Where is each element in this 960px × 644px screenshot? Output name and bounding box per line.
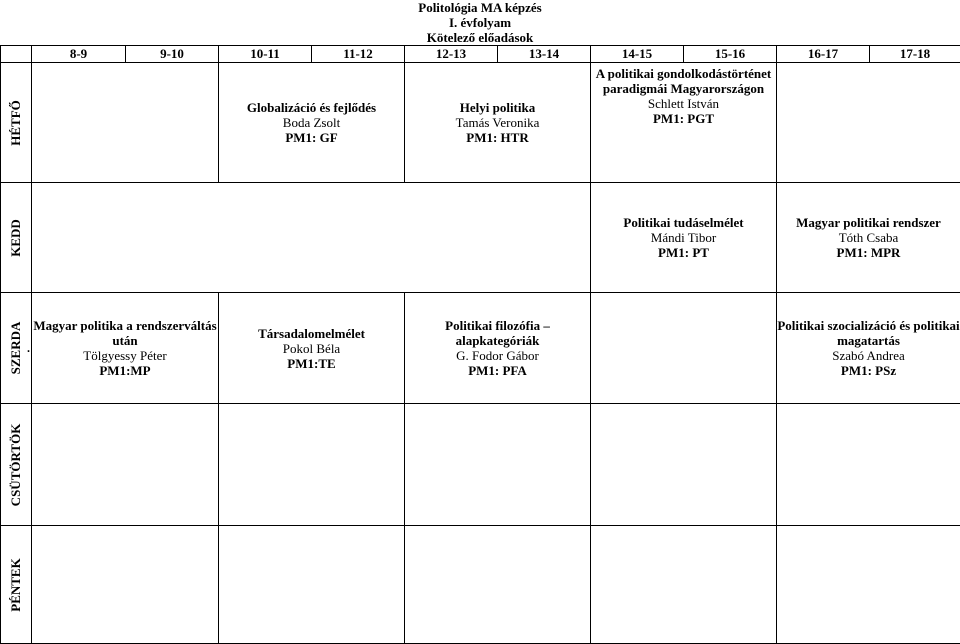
corner-cell xyxy=(1,46,32,63)
hour-header: 9-10 xyxy=(126,46,219,63)
hour-header: 8-9 xyxy=(32,46,126,63)
day-label-monday: HÉTFŐ xyxy=(1,63,32,183)
day-label-thursday: CSÜTÖRTÖK xyxy=(1,404,32,526)
hour-header: 11-12 xyxy=(312,46,405,63)
course-gf: Globalizáció és fejlődés Boda Zsolt PM1: GF xyxy=(219,63,405,183)
course-psz: Politikai szocializáció és politikai magatartás Szabó Andrea PM1: PSz xyxy=(777,293,960,404)
day-row-wednesday xyxy=(1,293,960,404)
hour-header: 15-16 xyxy=(684,46,777,63)
empty-slot xyxy=(219,404,405,526)
empty-slot xyxy=(405,526,591,644)
empty-slot xyxy=(32,63,219,183)
course-pt: Politikai tudáselmélet Mándi Tibor PM1: PT xyxy=(591,183,777,293)
page-title: Politológia MA képzés xyxy=(0,0,960,15)
empty-slot xyxy=(219,526,405,644)
empty-slot xyxy=(591,526,777,644)
day-row-friday xyxy=(1,526,960,644)
hour-header: 16-17 xyxy=(777,46,870,63)
hour-header: 12-13 xyxy=(405,46,498,63)
course-pfa: Politikai filozófia – alapkategóriák G. Fodor Gábor PM1: PFA xyxy=(405,293,591,404)
hour-header: 17-18 xyxy=(870,46,960,63)
course-mpr: Magyar politikai rendszer Tóth Csaba PM1: MPR xyxy=(777,183,960,293)
empty-slot xyxy=(405,404,591,526)
course-htr: Helyi politika Tamás Veronika PM1: HTR xyxy=(405,63,591,183)
hours-row xyxy=(1,46,960,63)
empty-slot xyxy=(32,404,219,526)
day-row-monday xyxy=(1,63,960,183)
day-row-thursday xyxy=(1,404,960,526)
day-label-wednesday: SZERDA . xyxy=(1,293,32,404)
course-pgt: A politikai gondolkodástörténet paradigmái Magyarországon Schlett István PM1: PGT xyxy=(591,63,777,183)
day-label-tuesday: KEDD xyxy=(1,183,32,293)
course-mp: Magyar politika a rendszerváltás után Tölgyessy Péter PM1:MP xyxy=(32,293,219,404)
empty-slot xyxy=(591,404,777,526)
day-label-friday: PÉNTEK xyxy=(1,526,32,644)
empty-slot xyxy=(777,63,960,183)
wednesday-mark: . xyxy=(27,341,30,356)
hour-header: 13-14 xyxy=(498,46,591,63)
page-subtitle-year: I. évfolyam xyxy=(0,15,960,30)
empty-slot xyxy=(777,526,960,644)
day-row-tuesday xyxy=(1,183,960,293)
hour-header: 14-15 xyxy=(591,46,684,63)
page-subtitle-type: Kötelező előadások xyxy=(0,30,960,45)
empty-slot xyxy=(32,526,219,644)
empty-slot xyxy=(777,404,960,526)
empty-slot xyxy=(591,293,777,404)
timetable xyxy=(0,45,960,644)
empty-slot xyxy=(32,183,591,293)
hour-header: 10-11 xyxy=(219,46,312,63)
course-te: Társadalomelmélet Pokol Béla PM1:TE xyxy=(219,293,405,404)
